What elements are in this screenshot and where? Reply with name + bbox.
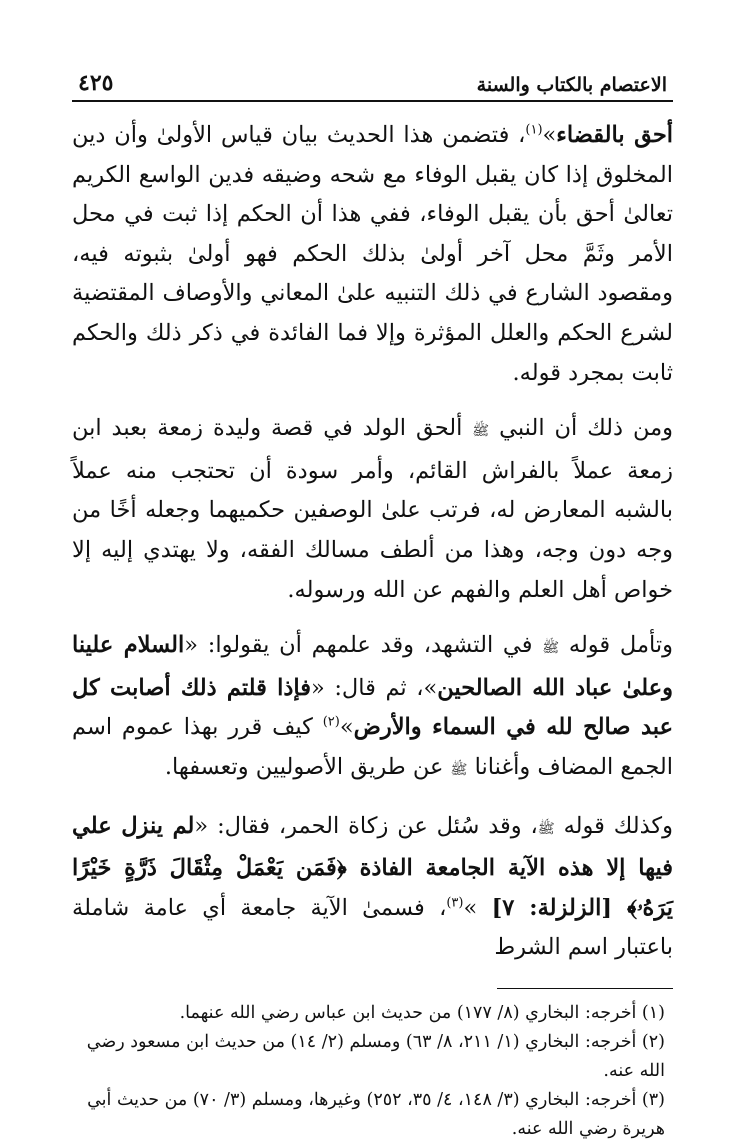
text: وكذلك قوله (563, 812, 674, 839)
text: عن طريق الأصوليين وتعسفها. (164, 753, 444, 780)
text: »، ثم قال: « (311, 674, 438, 701)
paragraph (72, 409, 673, 610)
text: ألحق الولد في قصة وليدة زمعة بعبد ابن زمعة عملاً بالفراش القائم، وأمر سودة أن تحتجب منه عملاً بالشبه المعارض له، فرتب علىٰ الوصفين حكميهما وجعله أخًا من وجه دون وجه، وهذا من ألطف مسالك الفقه، ولا يهتدي إليه إلا خواص أهل العلم والفهم عن الله ورسوله. (72, 415, 673, 603)
text: ، فسمىٰ الآية جامعة أي عامة شاملة باعتبار اسم الشرط (72, 894, 673, 961)
footnote-ref: (٣) (446, 895, 464, 911)
paragraph (72, 807, 673, 968)
text: وتأمل قوله (568, 632, 673, 659)
salawat-glyph: ﷺ (450, 761, 468, 778)
bold-text: أحق بالقضاء (556, 122, 673, 148)
salawat-glyph: ﷺ (472, 423, 490, 440)
main-text (72, 116, 673, 968)
footnote-ref: (٢) (322, 714, 340, 730)
page-number: ٤٢٥ (78, 70, 114, 96)
text: ، وقد سُئل عن زكاة الحمر، فقال: « (194, 812, 538, 839)
bold-hadith-text: لم ينزل علي فيها إلا هذه الآية الجامعة الفاذة ﴿فَمَن يَعْمَلْ مِثْقَالَ ذَرَّةٍ خَيْرًا يَرَهُۥ﴾ [الزلزلة: ٧] (72, 812, 674, 921)
footnote: (١) أخرجه: البخاري (٨/ ١٧٧) من حديث ابن عباس رضي الله عنهما. (179, 1002, 665, 1023)
footnote-ref: (١) (525, 122, 543, 138)
salawat-glyph: ﷺ (537, 820, 555, 837)
chapter-title: الاعتصام بالكتاب والسنة (476, 74, 667, 96)
text: في التشهد، وقد علمهم أن يقولوا: « (184, 632, 533, 659)
footnote: (٣) أخرجه: البخاري (٣/ ١٤٨، ٤/ ٣٥، ٢٥٢) وغيرها، ومسلم (٣/ ٧٠) من حديث أبي هريرة رضي الله عنه. (87, 1089, 665, 1139)
text: كيف قرر بهذا عموم اسم الجمع المضاف وأغنانا (72, 714, 673, 780)
footnote: (٢) أخرجه: البخاري (١/ ٢١١، ٨/ ٦٣) ومسلم (٢/ ١٤) من حديث ابن مسعود رضي الله عنه. (86, 1031, 665, 1081)
paragraph (72, 116, 673, 393)
text: » (463, 894, 478, 921)
running-header (72, 62, 673, 102)
bold-hadith-text: فإذا قلتم ذلك أصابت كل عبد صالح لله في السماء والأرض (72, 674, 674, 741)
footnote-separator (497, 988, 673, 989)
salawat-glyph: ﷺ (542, 640, 560, 657)
text: ومن ذلك أن النبي (499, 415, 673, 442)
text: » (542, 122, 557, 148)
text: ، فتضمن هذا الحديث بيان قياس الأولىٰ وأن دين المخلوق إذا كان يقبل الوفاء مع شحه وضيقه فدين الواسع الكريم تعالىٰ أحق بأن يقبل الوفاء، ففي هذا أن الحكم إذا ثبت في محل الأمر وثَمَّ محل آخر أولىٰ بذلك الحكم فهو أولىٰ بثبوته فيه، ومقصود الشارع في ذلك التنبيه علىٰ المعاني والأوصاف المقتضية لشرع الحكم والعلل المؤثرة وإلا فما الفائدة في ذكر ذلك والحكم ثابت بمجرد قوله. (72, 122, 673, 386)
paragraph (72, 626, 673, 790)
footnotes (72, 999, 673, 1144)
text: » (339, 714, 354, 741)
bold-hadith-text: السلام علينا وعلىٰ عباد الله الصالحين (72, 632, 673, 701)
